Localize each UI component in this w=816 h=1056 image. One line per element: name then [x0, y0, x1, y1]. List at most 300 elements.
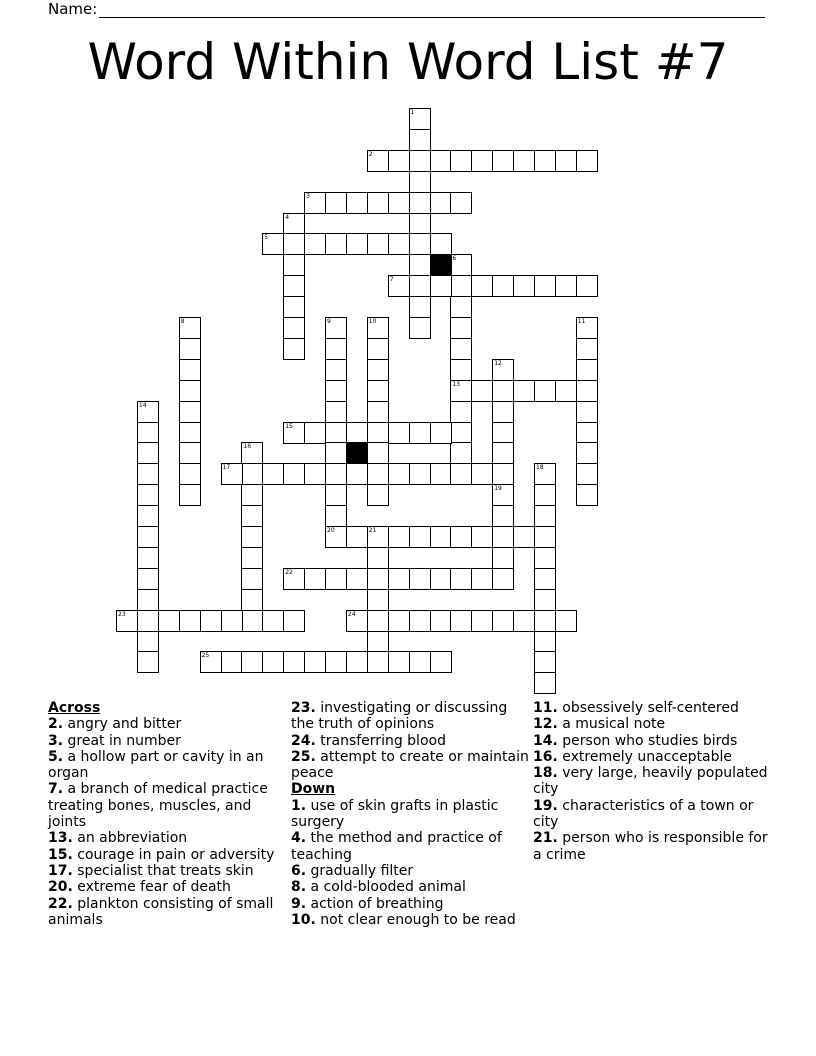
grid-cell[interactable] [576, 338, 598, 360]
clue-across-3 [48, 733, 286, 749]
clue-text: plankton consisting of small animals [48, 895, 274, 928]
grid-cell[interactable] [471, 568, 493, 590]
grid-cell[interactable] [137, 484, 159, 506]
grid-cell[interactable] [409, 233, 431, 255]
grid-cell[interactable] [137, 526, 159, 548]
grid-cell[interactable] [325, 651, 347, 673]
grid-cell[interactable] [388, 150, 410, 172]
clue-text: action of breathing [310, 895, 444, 912]
grid-cell[interactable] [367, 526, 389, 548]
grid-cell[interactable] [137, 589, 159, 611]
clue-text: a cold-blooded animal [310, 879, 466, 896]
grid-cell[interactable] [409, 150, 431, 172]
grid-cell[interactable] [555, 275, 577, 297]
grid-cell[interactable] [492, 422, 514, 444]
grid-cell[interactable] [367, 338, 389, 360]
grid-cell[interactable] [409, 275, 431, 297]
grid-cell[interactable] [576, 484, 598, 506]
grid-cell[interactable] [325, 505, 347, 527]
grid-cell[interactable] [346, 526, 368, 548]
clue-text: angry and bitter [67, 716, 182, 733]
grid-cell[interactable] [576, 317, 598, 339]
grid-cell[interactable] [513, 275, 535, 297]
clue-down-19 [533, 798, 771, 831]
clue-down-6 [291, 863, 529, 879]
clue-number: 15 [285, 422, 293, 430]
clue-number: 16 [243, 443, 252, 451]
clue-text: investigating or discussing the truth of opinions [291, 700, 508, 733]
grid-cell[interactable] [367, 422, 389, 444]
clue-num: 22. [48, 895, 73, 912]
grid-cell[interactable] [534, 672, 556, 694]
grid-cell[interactable] [116, 610, 138, 632]
grid-cell[interactable] [179, 463, 201, 485]
clue-number: 3 [306, 192, 310, 200]
grid-cell[interactable] [492, 275, 514, 297]
grid-cell[interactable] [325, 526, 347, 548]
grid-cell[interactable] [367, 150, 389, 172]
grid-cell[interactable] [346, 422, 368, 444]
grid-cell[interactable] [534, 631, 556, 653]
grid-cell[interactable] [534, 568, 556, 590]
grid-cell[interactable] [241, 463, 263, 485]
grid-cell[interactable] [409, 296, 431, 318]
grid-cell[interactable] [179, 380, 201, 402]
grid-cell[interactable] [534, 589, 556, 611]
grid-cell[interactable] [137, 505, 159, 527]
grid-cell[interactable] [325, 338, 347, 360]
grid-cell[interactable] [304, 233, 326, 255]
grid-cell[interactable] [576, 275, 598, 297]
grid-cell[interactable] [388, 192, 410, 214]
grid-cell[interactable] [409, 317, 431, 339]
grid-cell[interactable] [409, 254, 431, 276]
clue-text: attempt to create or maintain peace [291, 748, 529, 782]
clue-text: not clear enough to be read [320, 911, 516, 928]
grid-cell[interactable] [367, 610, 389, 632]
grid-cell[interactable] [492, 359, 514, 381]
grid-cell[interactable] [241, 505, 263, 527]
clue-number: 25 [201, 652, 210, 660]
grid-cell[interactable] [492, 150, 514, 172]
grid-cell[interactable] [409, 213, 431, 235]
grid-cell[interactable] [576, 359, 598, 381]
grid-cell[interactable] [430, 568, 452, 590]
grid-cell[interactable] [492, 463, 514, 485]
black-square [346, 442, 368, 464]
grid-cell[interactable] [346, 610, 368, 632]
grid-cell[interactable] [492, 505, 514, 527]
clue-number: 24 [347, 610, 356, 618]
grid-cell[interactable] [492, 401, 514, 423]
grid-cell[interactable] [325, 442, 347, 464]
clue-number: 4 [285, 213, 290, 221]
grid-cell[interactable] [283, 233, 305, 255]
clue-num: 21. [533, 830, 558, 847]
grid-cell[interactable] [450, 526, 472, 548]
clue-text: great in number [67, 732, 181, 749]
grid-cell[interactable] [283, 275, 305, 297]
clue-across-20 [48, 879, 286, 895]
grid-cell[interactable] [450, 275, 472, 297]
grid-cell[interactable] [179, 610, 201, 632]
grid-cell[interactable] [283, 338, 305, 360]
grid-cell[interactable] [471, 610, 493, 632]
grid-cell[interactable] [367, 651, 389, 673]
grid-cell[interactable] [179, 359, 201, 381]
clue-num: 2. [48, 716, 64, 733]
clue-text: extreme fear of death [77, 879, 231, 896]
clue-text: a branch of medical practice treating bones, muscles, and joints [48, 781, 268, 831]
grid-cell[interactable] [430, 150, 452, 172]
clue-number: 19 [494, 485, 502, 493]
grid-cell[interactable] [346, 192, 368, 214]
grid-cell[interactable] [450, 380, 472, 402]
grid-cell[interactable] [430, 233, 452, 255]
grid-cell[interactable] [388, 422, 410, 444]
grid-cell[interactable] [409, 651, 431, 673]
grid-cell[interactable] [409, 422, 431, 444]
grid-cell[interactable] [241, 442, 263, 464]
grid-cell[interactable] [325, 401, 347, 423]
clue-text: obsessively self-centered [562, 700, 739, 716]
grid-cell[interactable] [283, 254, 305, 276]
clue-number: 20 [327, 527, 335, 534]
grid-cell[interactable] [367, 359, 389, 381]
grid-cell[interactable] [534, 150, 556, 172]
clue-number: 23 [118, 610, 126, 618]
grid-cell[interactable] [367, 317, 389, 339]
grid-cell[interactable] [137, 463, 159, 485]
grid-cell[interactable] [346, 463, 368, 485]
grid-cell[interactable] [283, 296, 305, 318]
grid-cell[interactable] [492, 610, 514, 632]
grid-cell[interactable] [513, 150, 535, 172]
clue-number: 5 [264, 234, 269, 242]
grid-cell[interactable] [576, 401, 598, 423]
grid-cell[interactable] [325, 568, 347, 590]
grid-cell[interactable] [137, 631, 159, 653]
clue-num: 25. [291, 748, 316, 765]
clue-num: 1. [291, 797, 307, 814]
clue-num: 7. [48, 781, 64, 798]
grid-cell[interactable] [430, 651, 452, 673]
clue-num: 24. [291, 732, 316, 749]
grid-cell[interactable] [409, 171, 431, 193]
grid-cell[interactable] [450, 442, 472, 464]
grid-cell[interactable] [471, 275, 493, 297]
grid-cell[interactable] [430, 275, 452, 297]
clue-num: 18. [533, 765, 558, 782]
clue-num: 20. [48, 879, 73, 896]
grid-cell[interactable] [137, 568, 159, 590]
grid-cell[interactable] [241, 589, 263, 611]
clue-number: 17 [222, 464, 231, 472]
grid-cell[interactable] [241, 547, 263, 569]
grid-cell[interactable] [534, 380, 556, 402]
across-heading: Across [48, 700, 101, 716]
grid-cell[interactable] [534, 526, 556, 548]
grid-cell[interactable] [492, 568, 514, 590]
grid-cell[interactable] [450, 254, 472, 276]
grid-cell[interactable] [241, 568, 263, 590]
clue-across-13 [48, 830, 286, 846]
grid-cell[interactable] [430, 610, 452, 632]
clue-number: 14 [138, 401, 147, 409]
clue-across-7 [48, 781, 286, 830]
grid-cell[interactable] [430, 192, 452, 214]
grid-cell[interactable] [492, 442, 514, 464]
grid-cell[interactable] [325, 233, 347, 255]
grid-cell[interactable] [304, 651, 326, 673]
grid-cell[interactable] [241, 610, 263, 632]
grid-cell[interactable] [450, 401, 472, 423]
grid-cell[interactable] [409, 108, 431, 130]
grid-cell[interactable] [492, 526, 514, 548]
clue-number: 6 [452, 255, 457, 263]
clue-across-5 [48, 749, 286, 782]
grid-cell[interactable] [325, 192, 347, 214]
grid-cell[interactable] [241, 484, 263, 506]
grid-cell[interactable] [283, 317, 305, 339]
clue-across-25 [291, 749, 529, 782]
grid-cell[interactable] [325, 422, 347, 444]
grid-cell[interactable] [430, 526, 452, 548]
down-heading: Down [291, 781, 336, 798]
clues-column-3 [533, 700, 771, 863]
grid-cell[interactable] [325, 463, 347, 485]
grid-cell[interactable] [304, 568, 326, 590]
grid-cell[interactable] [492, 380, 514, 402]
grid-cell[interactable] [450, 568, 472, 590]
grid-cell[interactable] [534, 275, 556, 297]
grid-cell[interactable] [513, 526, 535, 548]
clue-number: 12 [494, 359, 502, 367]
clue-number: 10 [368, 318, 377, 325]
grid-cell[interactable] [325, 484, 347, 506]
grid-cell[interactable] [241, 651, 263, 673]
clue-across-17 [48, 863, 286, 879]
clue-number: 8 [180, 318, 185, 325]
grid-cell[interactable] [534, 610, 556, 632]
clues-column-2 [291, 700, 529, 928]
clue-text: person who is responsible for a crime [533, 830, 768, 863]
clue-num: 3. [48, 732, 64, 749]
grid-cell[interactable] [283, 651, 305, 673]
clue-num: 4. [291, 830, 307, 847]
grid-cell[interactable] [367, 192, 389, 214]
grid-cell[interactable] [262, 233, 284, 255]
grid-cell[interactable] [158, 610, 180, 632]
clue-down-14 [533, 733, 771, 749]
clue-text: person who studies birds [562, 732, 738, 749]
grid-cell[interactable] [388, 610, 410, 632]
grid-cell[interactable] [367, 568, 389, 590]
grid-cell[interactable] [304, 463, 326, 485]
grid-cell[interactable] [367, 463, 389, 485]
grid-cell[interactable] [325, 380, 347, 402]
grid-cell[interactable] [450, 150, 472, 172]
grid-cell[interactable] [430, 463, 452, 485]
clue-number: 18 [536, 464, 544, 472]
grid-cell[interactable] [283, 463, 305, 485]
grid-cell[interactable] [534, 651, 556, 673]
grid-cell[interactable] [262, 651, 284, 673]
clue-number: 1 [410, 109, 415, 116]
grid-cell[interactable] [262, 610, 284, 632]
grid-cell[interactable] [409, 526, 431, 548]
clue-num: 15. [48, 846, 73, 863]
grid-cell[interactable] [409, 129, 431, 151]
grid-cell[interactable] [241, 526, 263, 548]
grid-cell[interactable] [367, 589, 389, 611]
grid-cell[interactable] [325, 317, 347, 339]
clue-text: very large, heavily populated city [533, 765, 768, 798]
grid-cell[interactable] [304, 422, 326, 444]
grid-cell[interactable] [450, 338, 472, 360]
grid-cell[interactable] [388, 568, 410, 590]
clue-down-4 [291, 830, 529, 863]
grid-cell[interactable] [450, 422, 472, 444]
grid-cell[interactable] [534, 484, 556, 506]
clue-text: extremely unacceptable [562, 748, 733, 765]
grid-cell[interactable] [346, 233, 368, 255]
grid-cell[interactable] [450, 192, 472, 214]
grid-cell[interactable] [471, 380, 493, 402]
clue-down-11 [533, 700, 771, 716]
grid-cell[interactable] [179, 401, 201, 423]
grid-cell[interactable] [137, 547, 159, 569]
grid-cell[interactable] [534, 463, 556, 485]
clue-down-16 [533, 749, 771, 765]
clue-num: 12. [533, 716, 558, 733]
grid-cell[interactable] [221, 651, 243, 673]
clue-down-1 [291, 798, 529, 831]
grid-cell[interactable] [555, 380, 577, 402]
grid-cell[interactable] [409, 568, 431, 590]
clue-across-15 [48, 847, 286, 863]
grid-cell[interactable] [450, 610, 472, 632]
clue-number: 22 [285, 568, 293, 576]
clue-across-24 [291, 733, 529, 749]
grid-cell[interactable] [450, 296, 472, 318]
grid-cell[interactable] [179, 317, 201, 339]
grid-cell[interactable] [304, 192, 326, 214]
grid-cell[interactable] [513, 380, 535, 402]
grid-cell[interactable] [137, 610, 159, 632]
grid-cell[interactable] [492, 484, 514, 506]
grid-cell[interactable] [576, 422, 598, 444]
clue-num: 14. [533, 732, 558, 749]
grid-cell[interactable] [409, 610, 431, 632]
grid-cell[interactable] [388, 275, 410, 297]
clue-text: a hollow part or cavity in an organ [48, 748, 264, 782]
grid-cell[interactable] [471, 526, 493, 548]
clue-text: use of skin grafts in plastic surgery [291, 797, 499, 831]
grid-cell[interactable] [555, 610, 577, 632]
grid-cell[interactable] [179, 338, 201, 360]
grid-cell[interactable] [221, 610, 243, 632]
grid-cell[interactable] [283, 610, 305, 632]
grid-cell[interactable] [137, 401, 159, 423]
clue-num: 8. [291, 879, 307, 896]
grid-cell[interactable] [450, 359, 472, 381]
grid-cell[interactable] [179, 422, 201, 444]
clue-across-22 [48, 896, 286, 929]
clue-down-8 [291, 879, 529, 895]
grid-cell[interactable] [576, 463, 598, 485]
grid-cell[interactable] [409, 463, 431, 485]
clue-number: 13 [452, 380, 461, 388]
grid-cell[interactable] [283, 422, 305, 444]
grid-cell[interactable] [262, 463, 284, 485]
grid-cell[interactable] [346, 568, 368, 590]
grid-cell[interactable] [492, 547, 514, 569]
grid-cell[interactable] [367, 233, 389, 255]
grid-cell[interactable] [367, 547, 389, 569]
grid-cell[interactable] [137, 422, 159, 444]
grid-cell[interactable] [367, 401, 389, 423]
clue-text: the method and practice of teaching [291, 830, 502, 863]
black-square [430, 254, 452, 276]
grid-cell[interactable] [388, 463, 410, 485]
clue-text: courage in pain or adversity [77, 846, 275, 863]
grid-cell[interactable] [555, 150, 577, 172]
grid-cell[interactable] [471, 150, 493, 172]
grid-cell[interactable] [450, 463, 472, 485]
grid-cell[interactable] [283, 568, 305, 590]
grid-cell[interactable] [388, 233, 410, 255]
grid-cell[interactable] [367, 631, 389, 653]
grid-cell[interactable] [325, 359, 347, 381]
grid-cell[interactable] [367, 442, 389, 464]
clue-down-9 [291, 896, 529, 912]
grid-cell[interactable] [450, 317, 472, 339]
grid-cell[interactable] [200, 651, 222, 673]
grid-cell[interactable] [179, 442, 201, 464]
clue-text: gradually filter [310, 862, 414, 879]
grid-cell[interactable] [576, 380, 598, 402]
grid-cell[interactable] [367, 380, 389, 402]
grid-cell[interactable] [221, 463, 243, 485]
grid-cell[interactable] [430, 422, 452, 444]
clue-text: specialist that treats skin [77, 862, 254, 879]
clue-down-10 [291, 912, 529, 928]
grid-cell[interactable] [137, 442, 159, 464]
grid-cell[interactable] [388, 651, 410, 673]
grid-cell[interactable] [471, 463, 493, 485]
grid-cell[interactable] [200, 610, 222, 632]
clue-num: 19. [533, 797, 558, 814]
clue-across-2 [48, 716, 286, 732]
grid-cell[interactable] [137, 651, 159, 673]
grid-cell[interactable] [388, 526, 410, 548]
grid-cell[interactable] [576, 442, 598, 464]
grid-cell[interactable] [534, 547, 556, 569]
grid-cell[interactable] [513, 610, 535, 632]
clue-number: 11 [577, 318, 586, 325]
grid-cell[interactable] [346, 651, 368, 673]
grid-cell[interactable] [534, 505, 556, 527]
grid-cell[interactable] [367, 484, 389, 506]
grid-cell[interactable] [179, 484, 201, 506]
clue-num: 9. [291, 895, 307, 912]
grid-cell[interactable] [576, 150, 598, 172]
clue-num: 10. [291, 911, 316, 928]
grid-cell[interactable] [409, 192, 431, 214]
grid-cell[interactable] [283, 213, 305, 235]
clue-num: 23. [291, 700, 316, 716]
